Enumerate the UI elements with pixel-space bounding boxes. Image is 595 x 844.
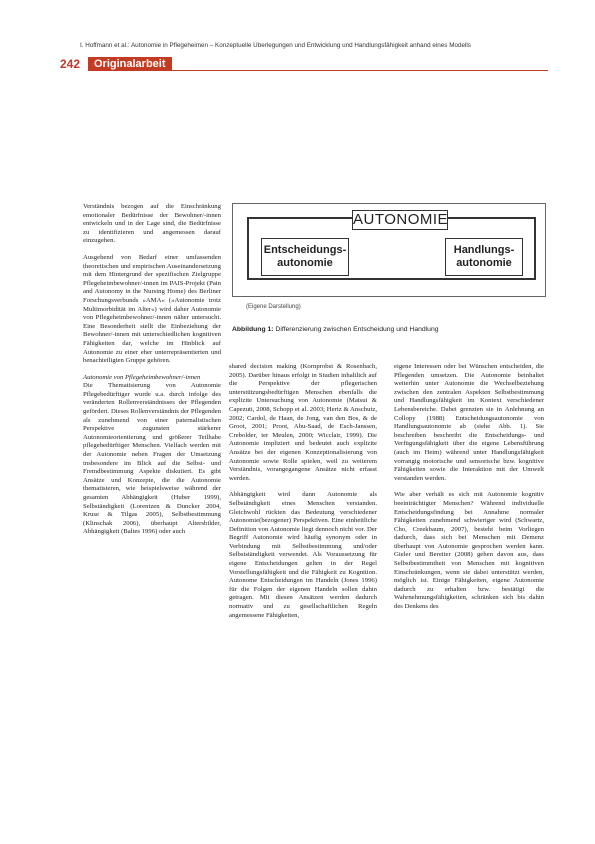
subheading: Autonomie von Pflegeheimbewohner/-innen bbox=[83, 373, 201, 381]
caption-label: Abbildung 1: bbox=[232, 326, 274, 333]
figure-caption bbox=[232, 326, 552, 333]
decision-autonomy-label: Entscheidungs- autonomie bbox=[263, 244, 347, 269]
paragraph: shared decision making (Kornprobst & Rosenbach, 2005). Darüber hinaus erfolgt in Studien inhaltlich auf die Perspektive der pflegerischen unterstützungsbedürftigen Menschen ebenfalls die explizite Untersuchung von Autonomie (Matsui & Capezuti, 2008, Schopp et al. 2003; Hertz & Anschutz, 2002; Cardol, de Haan, de Jong, van den Bos, & de Groot, 2001; Proot, Abu-Saad, de Esch-Janssen, Crebolder, ter Meulen, 2000; Wicclair, 1999). Die Autonomie impliziert und bedeutet auch explizite Ansätze bei der eigenen Konzeptionalisierung von Autonomie sowie Rolle spielen, weil zu weiterem Verständnis, vorangegangene Ansätze nicht erfasst werden. bbox=[229, 363, 377, 482]
text-column-1 bbox=[83, 203, 221, 545]
paragraph: Verständnis bezogen auf die Einschränkung emotionaler Bedürfnisse der Bewohner/-innen entwickeln und in der Lage sind, die Bedürfnisse zu identifizieren und angemessen darauf einzugehen. bbox=[83, 203, 221, 245]
page-header bbox=[60, 57, 172, 71]
paragraph: Abhängigkeit wird dann Autonomie als Selbständigkeit eines Menschen verstanden. Gleichwohl rückten das Bedeutung verschiedener Autonomie(bezogener) Perspektiven. Eine einheitliche Definition von Autonomie liegt dennoch nicht vor. Der Begriff Autonomie wird häufig synonym oder in Verbindung mit Selbstbestimmung und/oder Selbstständigkeit verwendet. Als Voraussetzung für eigene Entscheidungen gelten in der Regel Vorstellungsfähigkeit und die Fähigkeit zu Kognition. Autonome Entscheidungen im Handeln (Jones 1996) für die Folgen der eigenen Handeln sollen dahin getragen. Mit diesen Ansätzen werden dadurch normativ und zu gesellschaftlichen Regeln angemessene Fähigkeiten, bbox=[229, 491, 377, 619]
paragraph: Die Thematisierung von Autonomie Pflegebedürftiger wurde u.a. durch infolge des veränderten Rollenverständnisses der Pflegenden gefördert. Dieses Rollenverständnis der Pflegenden als zunehmend von einer paternalistischen Perspektive zugunsten stärkerer Autonomieorientierung und größerer Teilhabe pflegebedürftiger Menschen. Vielfach werden mit der Autonomie neben Fragen der Umsetzung insbesondere im Blick auf die Selbst- und Fremdbestimmung Aspekte diskutiert. Es gibt Ansätze und Konzepte, die die Autonomie thematisieren, wie beispielsweise während der gesamten Abhängigkeit (Huber 1999), Selbständigkeit (Lorentzen & Duncker 2004, Kruse & Tilgas 2005), Selbstbestimmung (Klinschak 2006), überhaupt Altersbilder, Abhängigkeit (Baltes 1996) oder auch bbox=[83, 382, 221, 536]
figure-title-box: AUTONOMIE bbox=[353, 211, 449, 228]
text-column-3 bbox=[394, 363, 544, 620]
paragraph: Ausgehend von Bedarf einer umfassenden theoretischen und empirischen Auseinandersetzung mit dem Hintergrund der spezifischen Zielgruppe Pflegeheimbewohner/-innen im PAIS-Projekt (Pain and Autonomy in the Nursing Home) des Berliner Forschungsverbunds »AMA« (»Autonomie trotz Multimorbidität im Alter«) wird daher Autonomie von Pflegeheimbewohner/-innen näher untersucht. Eine Besonderheit stellt die Einbeziehung der Bewohner/-innen mit unterschiedlichen kognitiven Fähigkeiten dar, welche im Hinblick auf Autonomie zu einer eher unterrepräsentierten und benachteiligten Gruppe gehören. bbox=[83, 253, 221, 365]
text-column-2 bbox=[229, 363, 377, 628]
caption-text: Differenzierung zwischen Entscheidung und Handlung bbox=[273, 326, 439, 333]
paragraph: Wie aber verhält es sich mit Autonomie kognitiv beeinträchtigter Menschen? Während individuelle Entscheidungsfindung bei Annahme normaler Fähigkeiten zunehmend schwieriger wird (Schwartz, Cho, Creekbaum, 2007), besteht beim Vorliegen dadurch, dass sich bei Menschen mit Demenz überhaupt von Autonomie gesprochen werden kann. Gieler und Bereiter (2008) gehen davon aus, dass Selbstbestimmtheit von Menschen mit kognitiven Einschränkungen, wenn sie dabei unterstützt werden, möglich ist. Einige Fähigkeiten, eigene Autonomie dadurch zu erhalten bzw. bestätigt die Wahrnehmungsfähigkeiten, schränken sich bis dahin des Denkens des bbox=[394, 491, 544, 611]
action-autonomy-box bbox=[445, 238, 523, 276]
paragraph: eigene Interessen oder bei Wünschen entscheiden, die Pflegenden umsetzen. Die Autonomie beinhaltet weiterhin unter Autonomie die Wechselbeziehung zwischen den zentralen Aspekten Selbstbestimmung und Handlungsfähigkeit im Kontext verschiedener Lebensbereiche. Dabei grenzten sie in Anlehnung an Collopy (1988) Entscheidungsautonomie von Handlungsautonomie ab (siehe Abb. 1). Sie beschreiben beschreibt die Entscheidungs- und Verfügungsfähigkeit über die eigene Lebensführung (auch im Heim) während unter Handlungsfähigkeit vorrangig motorische und sensorische bzw. kognitive Fähigkeiten sowie die Interaktion mit der Umwelt verstanden werden. bbox=[394, 363, 544, 482]
section-label: Originalarbeit bbox=[88, 57, 172, 71]
figure-autonomie bbox=[232, 203, 544, 313]
header-rule bbox=[88, 70, 548, 71]
action-autonomy-label: Handlungs- autonomie bbox=[453, 244, 515, 269]
decision-autonomy-box bbox=[261, 238, 349, 276]
figure-source: (Eigene Darstellung) bbox=[246, 304, 301, 310]
running-head: I. Hoffmann et al.: Autonomie in Pflegeheimen – Konzeptuelle Überlegungen und Entwicklung und Handlungsfähigkeit anhand eines Modells bbox=[80, 42, 471, 49]
page-number: 242 bbox=[60, 57, 81, 71]
figure-frame bbox=[232, 203, 546, 297]
